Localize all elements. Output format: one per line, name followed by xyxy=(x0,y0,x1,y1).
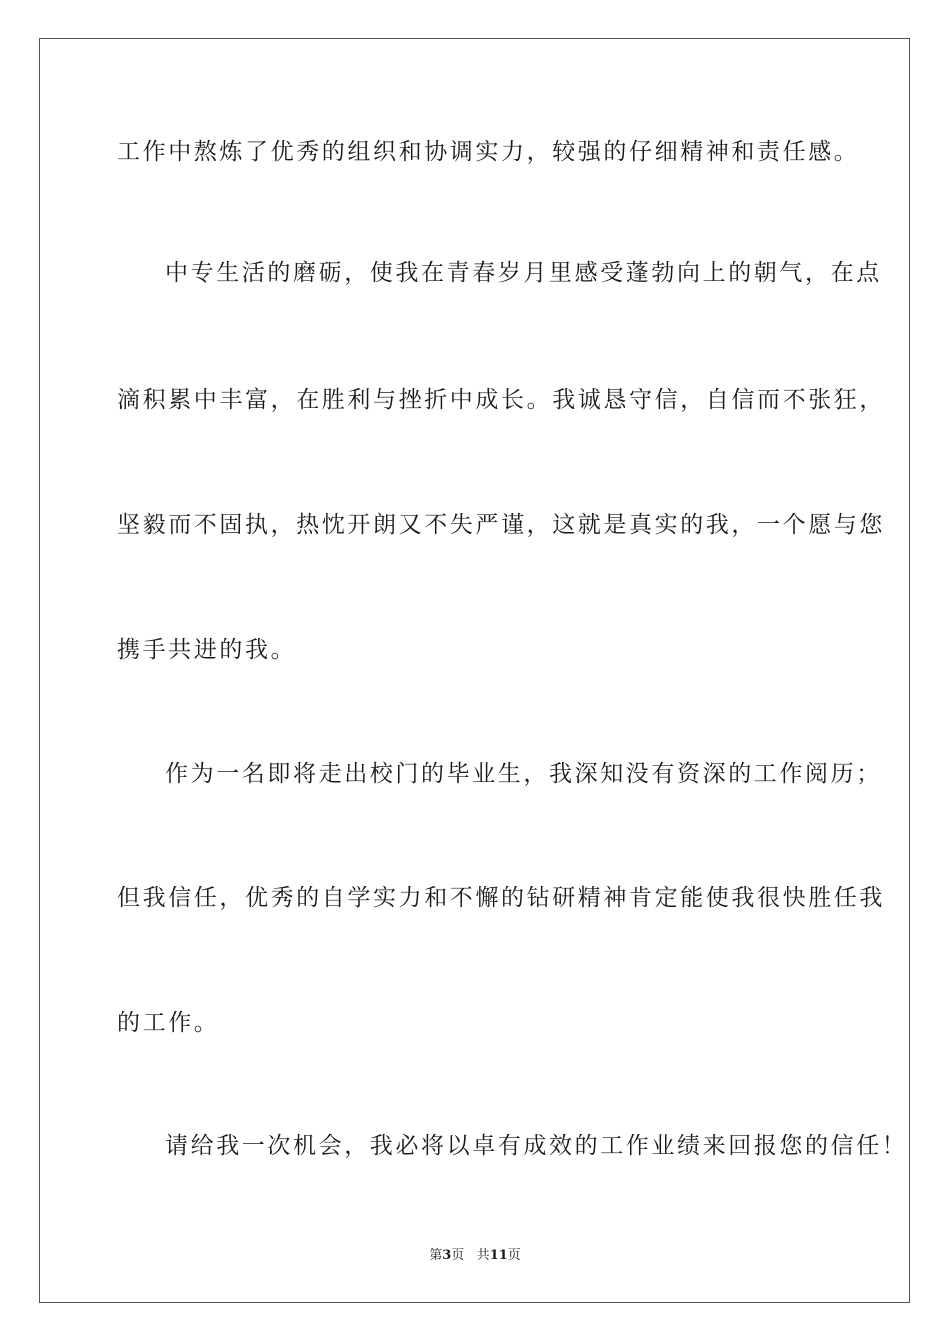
text-line: 滴积累中丰富，在胜利与挫折中成长。我诚恳守信，自信而不张狂， xyxy=(117,387,885,413)
total-suffix: 页 xyxy=(507,1248,521,1263)
page-total: 11 xyxy=(489,1248,508,1263)
text-line: 的工作。 xyxy=(117,1010,220,1036)
page-border xyxy=(39,38,910,1303)
text-line: 工作中熬炼了优秀的组织和协调实力，较强的仔细精神和责任感。 xyxy=(117,139,860,165)
total-prefix: 共 xyxy=(476,1248,490,1263)
page-suffix: 页 xyxy=(451,1248,465,1263)
text-line: 坚毅而不固执，热忱开朗又不失严谨，这就是真实的我，一个愿与您 xyxy=(117,512,885,538)
text-line: 携手共进的我。 xyxy=(117,637,297,663)
text-line: 但我信任，优秀的自学实力和不懈的钻研精神肯定能使我很快胜任我 xyxy=(117,885,885,911)
text-line: 请给我一次机会，我必将以卓有成效的工作业绩来回报您的信任！ xyxy=(165,1133,908,1159)
page-footer xyxy=(0,1247,950,1265)
page-prefix: 第 xyxy=(429,1248,443,1263)
page-current: 3 xyxy=(442,1248,452,1263)
text-line: 作为一名即将走出校门的毕业生，我深知没有资深的工作阅历； xyxy=(165,761,882,787)
text-line: 中专生活的磨砺，使我在青春岁月里感受蓬勃向上的朝气，在点 xyxy=(165,260,882,286)
